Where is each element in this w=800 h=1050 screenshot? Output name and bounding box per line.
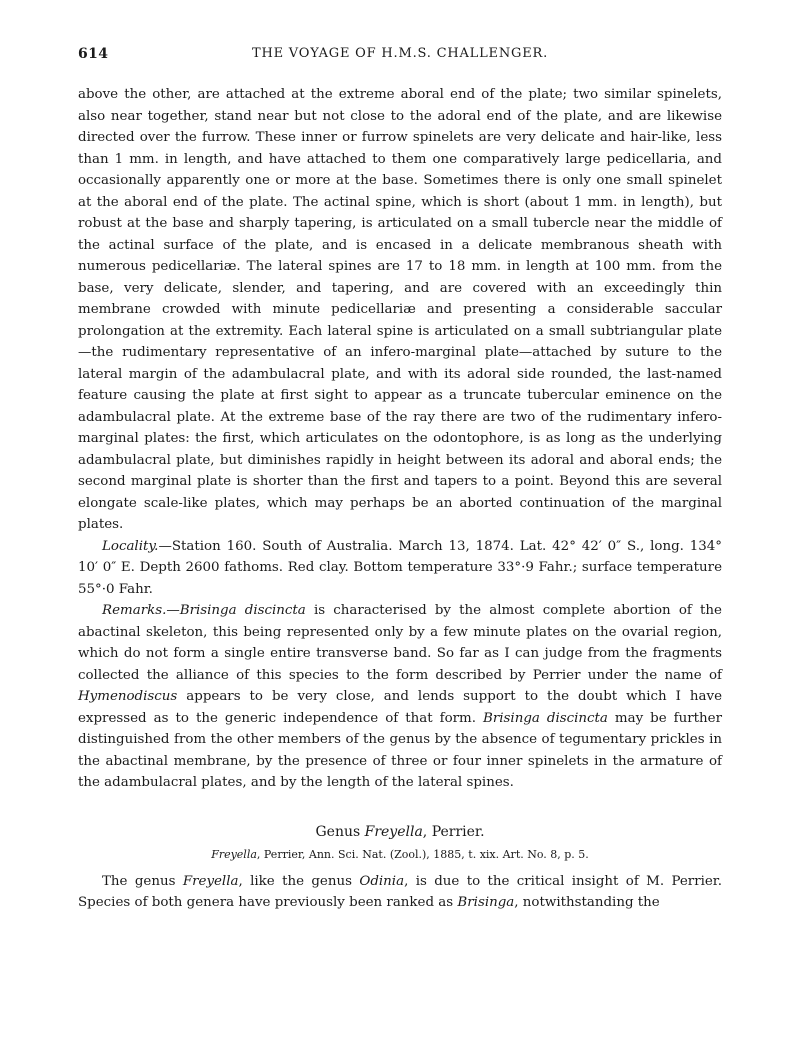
genus-heading-name: Freyella — [364, 823, 423, 840]
remarks-species-name: Brisinga discincta — [179, 603, 306, 618]
page — [78, 46, 722, 927]
remarks-dash: — — [166, 603, 180, 618]
genus-heading — [78, 824, 722, 840]
genus-para-text: , notwithstanding the — [514, 895, 660, 910]
citation-genus-name: Freyella — [211, 847, 257, 861]
genus-heading-prefix: Genus — [315, 823, 365, 840]
page-header — [78, 46, 722, 70]
remarks-paragraph — [78, 600, 722, 794]
remarks-species-name: Brisinga discincta — [483, 710, 608, 726]
remarks-genus-name: Hymenodiscus — [78, 689, 178, 704]
page-number: 614 — [78, 46, 109, 62]
running-title: THE VOYAGE OF H.M.S. CHALLENGER. — [251, 46, 549, 61]
genus-para-text: , like the genus — [238, 873, 360, 889]
remarks-text: is characterised by the almost complete abortion of the abactinal skeleton, this being represented only by a few minute plates on the ovarial region, which do not form a single entire transverse band. So far as I can judge from the fragments collected the alliance of this species to the form described by Perrier under the name of — [78, 603, 722, 683]
genus-paragraph — [78, 871, 722, 914]
genus-para-text: , is due to the critical insight of M. Perrier. Species of both genera have previously been ranked as — [78, 873, 722, 910]
description-paragraph: above the other, are attached at the extreme aboral end of the plate; two similar spinelets, also near together, stand near but not close to the adoral end of the plate, and are likewise directed over the furrow. These inner or furrow spinelets are very delicate and hair-like, less than 1 mm. in length, and have attached to them one comparatively large pedicellaria, and occasionally apparently one or more at the base. Sometimes there is only one small spinelet at the aboral end of the plate. The actinal spine, which is short (about 1 mm. in length), but robust at the base and sharply tapering, is articulated on a small tubercle near the middle of the actinal surface of the plate, and is encased in a delicate membranous sheath with numerous pedicellariæ. The lateral spines are 17 to 18 mm. in length at 100 mm. from the base, very delicate, slender, and tapering, and are covered with an exceedingly thin membrane crowded with minute pedicellariæ and presenting a considerable saccular prolongation at the extremity. Each lateral spine is articulated on a small subtriangular plate—the rudimentary representative of an infero-marginal plate—attached by suture to the lateral margin of the adambulacral plate, and with its adoral side rounded, the last-named feature causing the plate at first sight to appear as a truncate tubercular eminence on the adambulacral plate. At the extreme base of the ray there are two of the rudimentary infero-marginal plates: the first, which articulates on the odontophore, is as long as the underlying adambulacral plate, but diminishes rapidly in height between its adoral and aboral ends; the second marginal plate is shorter than the first and tapers to a point. Beyond this are several elongate scale-like plates, which may perhaps be an aborted continuation of the marginal plates. — [78, 87, 722, 532]
remarks-text: may be further distinguished from the other members of the genus by the absence of tegumentary prickles in the abactinal membrane, by the presence of three or four inner spinelets in the armature of the adambulacral plates, and by the length of the lateral spines. — [78, 710, 722, 790]
locality-label: Locality. — [102, 538, 159, 554]
genus-para-text: The genus — [102, 873, 183, 889]
genus-para-name: Brisinga — [457, 895, 515, 910]
locality-paragraph — [78, 536, 722, 601]
citation-text: , Perrier, Ann. Sci. Nat. (Zool.), 1885, t. xix. Art. No. 8, p. 5. — [256, 847, 589, 861]
genus-heading-suffix: , Perrier. — [422, 823, 485, 840]
locality-text: —Station 160. South of Australia. March 13, 1874. Lat. 42° 42′ 0″ S., long. 134° 10′ 0″ E. Depth 2600 fathoms. Red clay. Bottom temperature 33°·9 Fahr.; surface temperature 55°·0 Fahr. — [78, 538, 722, 597]
remarks-label: Remarks. — [102, 603, 167, 618]
remarks-text: appears to be very close, and lends support to the doubt which I have expressed as to the generic independence of that form. — [78, 689, 722, 726]
body-text — [78, 84, 722, 794]
genus-para-name: Freyella — [182, 873, 239, 889]
genus-para-name: Odinia — [359, 873, 405, 889]
genus-citation — [78, 848, 722, 861]
